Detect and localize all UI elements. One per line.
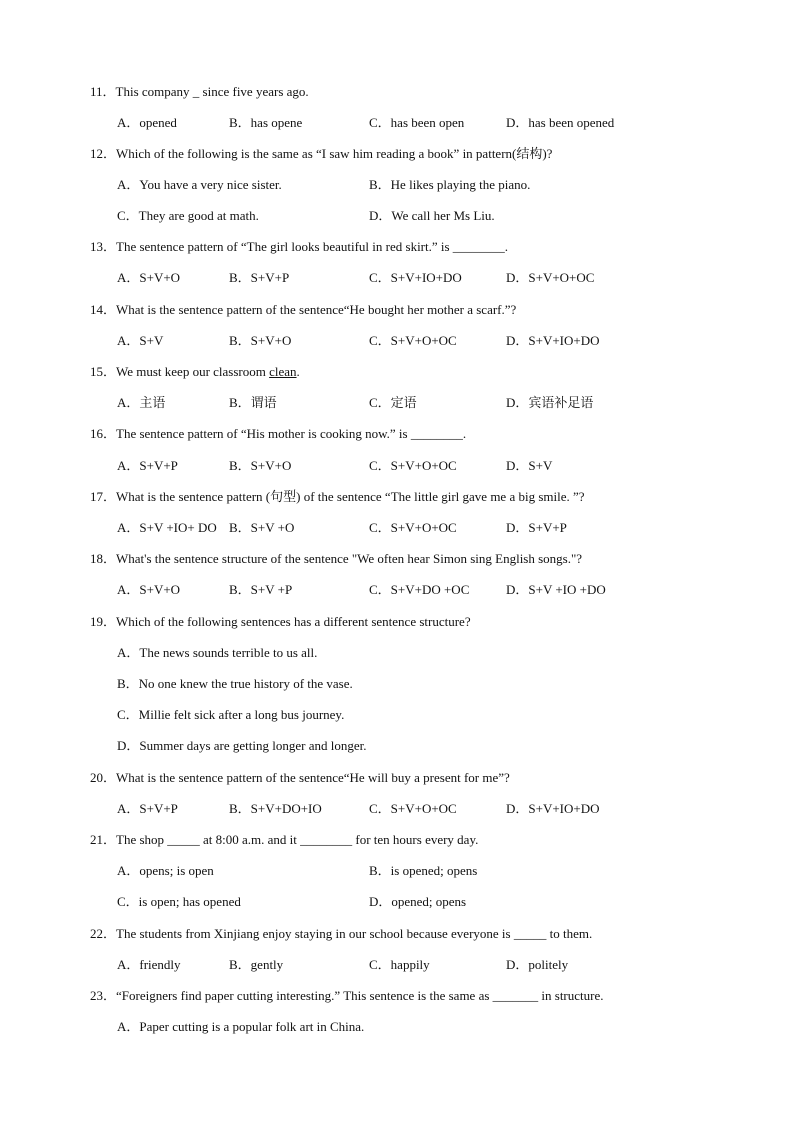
option-a: A．opens; is open [117, 863, 214, 878]
question-17-options [117, 520, 757, 536]
option-c: C．S+V+O+OC [369, 333, 457, 348]
option-b: B．S+V+O [229, 333, 292, 348]
question-20-stem: 20．What is the sentence pattern of the sentence“He will buy a present for me”? [90, 770, 510, 785]
question-18-stem: 18．What's the sentence structure of the sentence "We often hear Simon sing English songs."? [90, 551, 583, 566]
question-19-option-a: A．The news sounds terrible to us all. [117, 645, 318, 660]
question-11-stem: 11．This company _ since five years ago. [90, 84, 309, 99]
option-c: C．S+V+DO +OC [369, 582, 470, 597]
question-12-options-row2 [117, 208, 757, 224]
option-d: D．politely [506, 957, 569, 972]
question-14-stem: 14．What is the sentence pattern of the sentence“He bought her mother a scarf.”? [90, 302, 517, 317]
option-c: C．定语 [369, 395, 417, 410]
option-c: C．S+V+O+OC [369, 801, 457, 816]
option-c: C．is open; has opened [117, 894, 241, 909]
question-19-option-c: C．Millie felt sick after a long bus journey. [117, 707, 345, 722]
option-a: A．S+V +IO+ DO [117, 520, 217, 535]
question-17-stem: 17．What is the sentence pattern (句型) of the sentence “The little girl gave me a big smile. ”? [90, 489, 585, 504]
question-21-options-row1 [117, 863, 757, 879]
option-a: A．S+V+O [117, 270, 181, 285]
option-d: D．We call her Ms Liu. [369, 208, 495, 223]
question-12-stem: 12．Which of the following is the same as “I saw him reading a book” in pattern(结构)? [90, 146, 553, 161]
option-d: D．S+V [506, 458, 553, 473]
question-15-options [117, 395, 757, 411]
option-b: B．He likes playing the piano. [369, 177, 531, 192]
option-c: C．They are good at math. [117, 208, 259, 223]
option-d: D．has been opened [506, 115, 615, 130]
question-18-options [117, 582, 757, 598]
question-14-options [117, 333, 757, 349]
underlined-word: clean [269, 364, 297, 379]
question-11-options [117, 115, 757, 131]
option-a: A．主语 [117, 395, 166, 410]
option-a: A．S+V+P [117, 458, 178, 473]
option-b: B．S+V+DO+IO [229, 801, 322, 816]
option-b: B．S+V+O [229, 458, 292, 473]
question-20-options [117, 801, 757, 817]
option-a: A．You have a very nice sister. [117, 177, 282, 192]
question-19-option-b: B．No one knew the true history of the vase. [117, 676, 353, 691]
option-d: D．S+V+IO+DO [506, 333, 600, 348]
stem-text: 15．We must keep our classroom [90, 364, 270, 379]
question-16-stem: 16．The sentence pattern of “His mother is cooking now.” is ________. [90, 426, 467, 441]
option-a: A．friendly [117, 957, 181, 972]
question-23-stem: 23．“Foreigners find paper cutting interesting.” This sentence is the same as _______ in structure. [90, 988, 604, 1003]
question-19-stem: 19．Which of the following sentences has a different sentence structure? [90, 614, 471, 629]
option-b: B．has opene [229, 115, 303, 130]
option-b: B．is opened; opens [369, 863, 478, 878]
option-c: C．happily [369, 957, 430, 972]
question-13-stem: 13．The sentence pattern of “The girl looks beautiful in red skirt.” is ________. [90, 239, 509, 254]
option-c: C．S+V+IO+DO [369, 270, 462, 285]
option-c: C．has been open [369, 115, 465, 130]
question-21-stem: 21．The shop _____ at 8:00 a.m. and it ________ for ten hours every day. [90, 832, 479, 847]
option-a: A．S+V+O [117, 582, 181, 597]
question-13-options [117, 270, 757, 286]
option-d: D．S+V +IO +DO [506, 582, 606, 597]
option-a: A．opened [117, 115, 177, 130]
question-15-stem [90, 364, 300, 380]
question-22-options [117, 957, 757, 973]
option-c: C．S+V+O+OC [369, 520, 457, 535]
option-b: B．S+V +P [229, 582, 293, 597]
option-b: B．gently [229, 957, 284, 972]
option-d: D．opened; opens [369, 894, 467, 909]
option-d: D．S+V+IO+DO [506, 801, 600, 816]
question-23-option-a: A．Paper cutting is a popular folk art in China. [117, 1019, 365, 1034]
question-16-options [117, 458, 757, 474]
question-19-option-d: D．Summer days are getting longer and longer. [117, 738, 367, 753]
option-a: A．S+V+P [117, 801, 178, 816]
option-c: C．S+V+O+OC [369, 458, 457, 473]
question-22-stem: 22．The students from Xinjiang enjoy staying in our school because everyone is _____ to them. [90, 926, 593, 941]
question-21-options-row2 [117, 894, 757, 910]
option-b: B．谓语 [229, 395, 277, 410]
option-b: B．S+V +O [229, 520, 295, 535]
option-a: A．S+V [117, 333, 164, 348]
stem-end: . [296, 364, 300, 379]
question-12-options-row1 [117, 177, 757, 193]
option-d: D．S+V+O+OC [506, 270, 595, 285]
option-d: D．S+V+P [506, 520, 567, 535]
option-d: D．宾语补足语 [506, 395, 594, 410]
option-b: B．S+V+P [229, 270, 290, 285]
